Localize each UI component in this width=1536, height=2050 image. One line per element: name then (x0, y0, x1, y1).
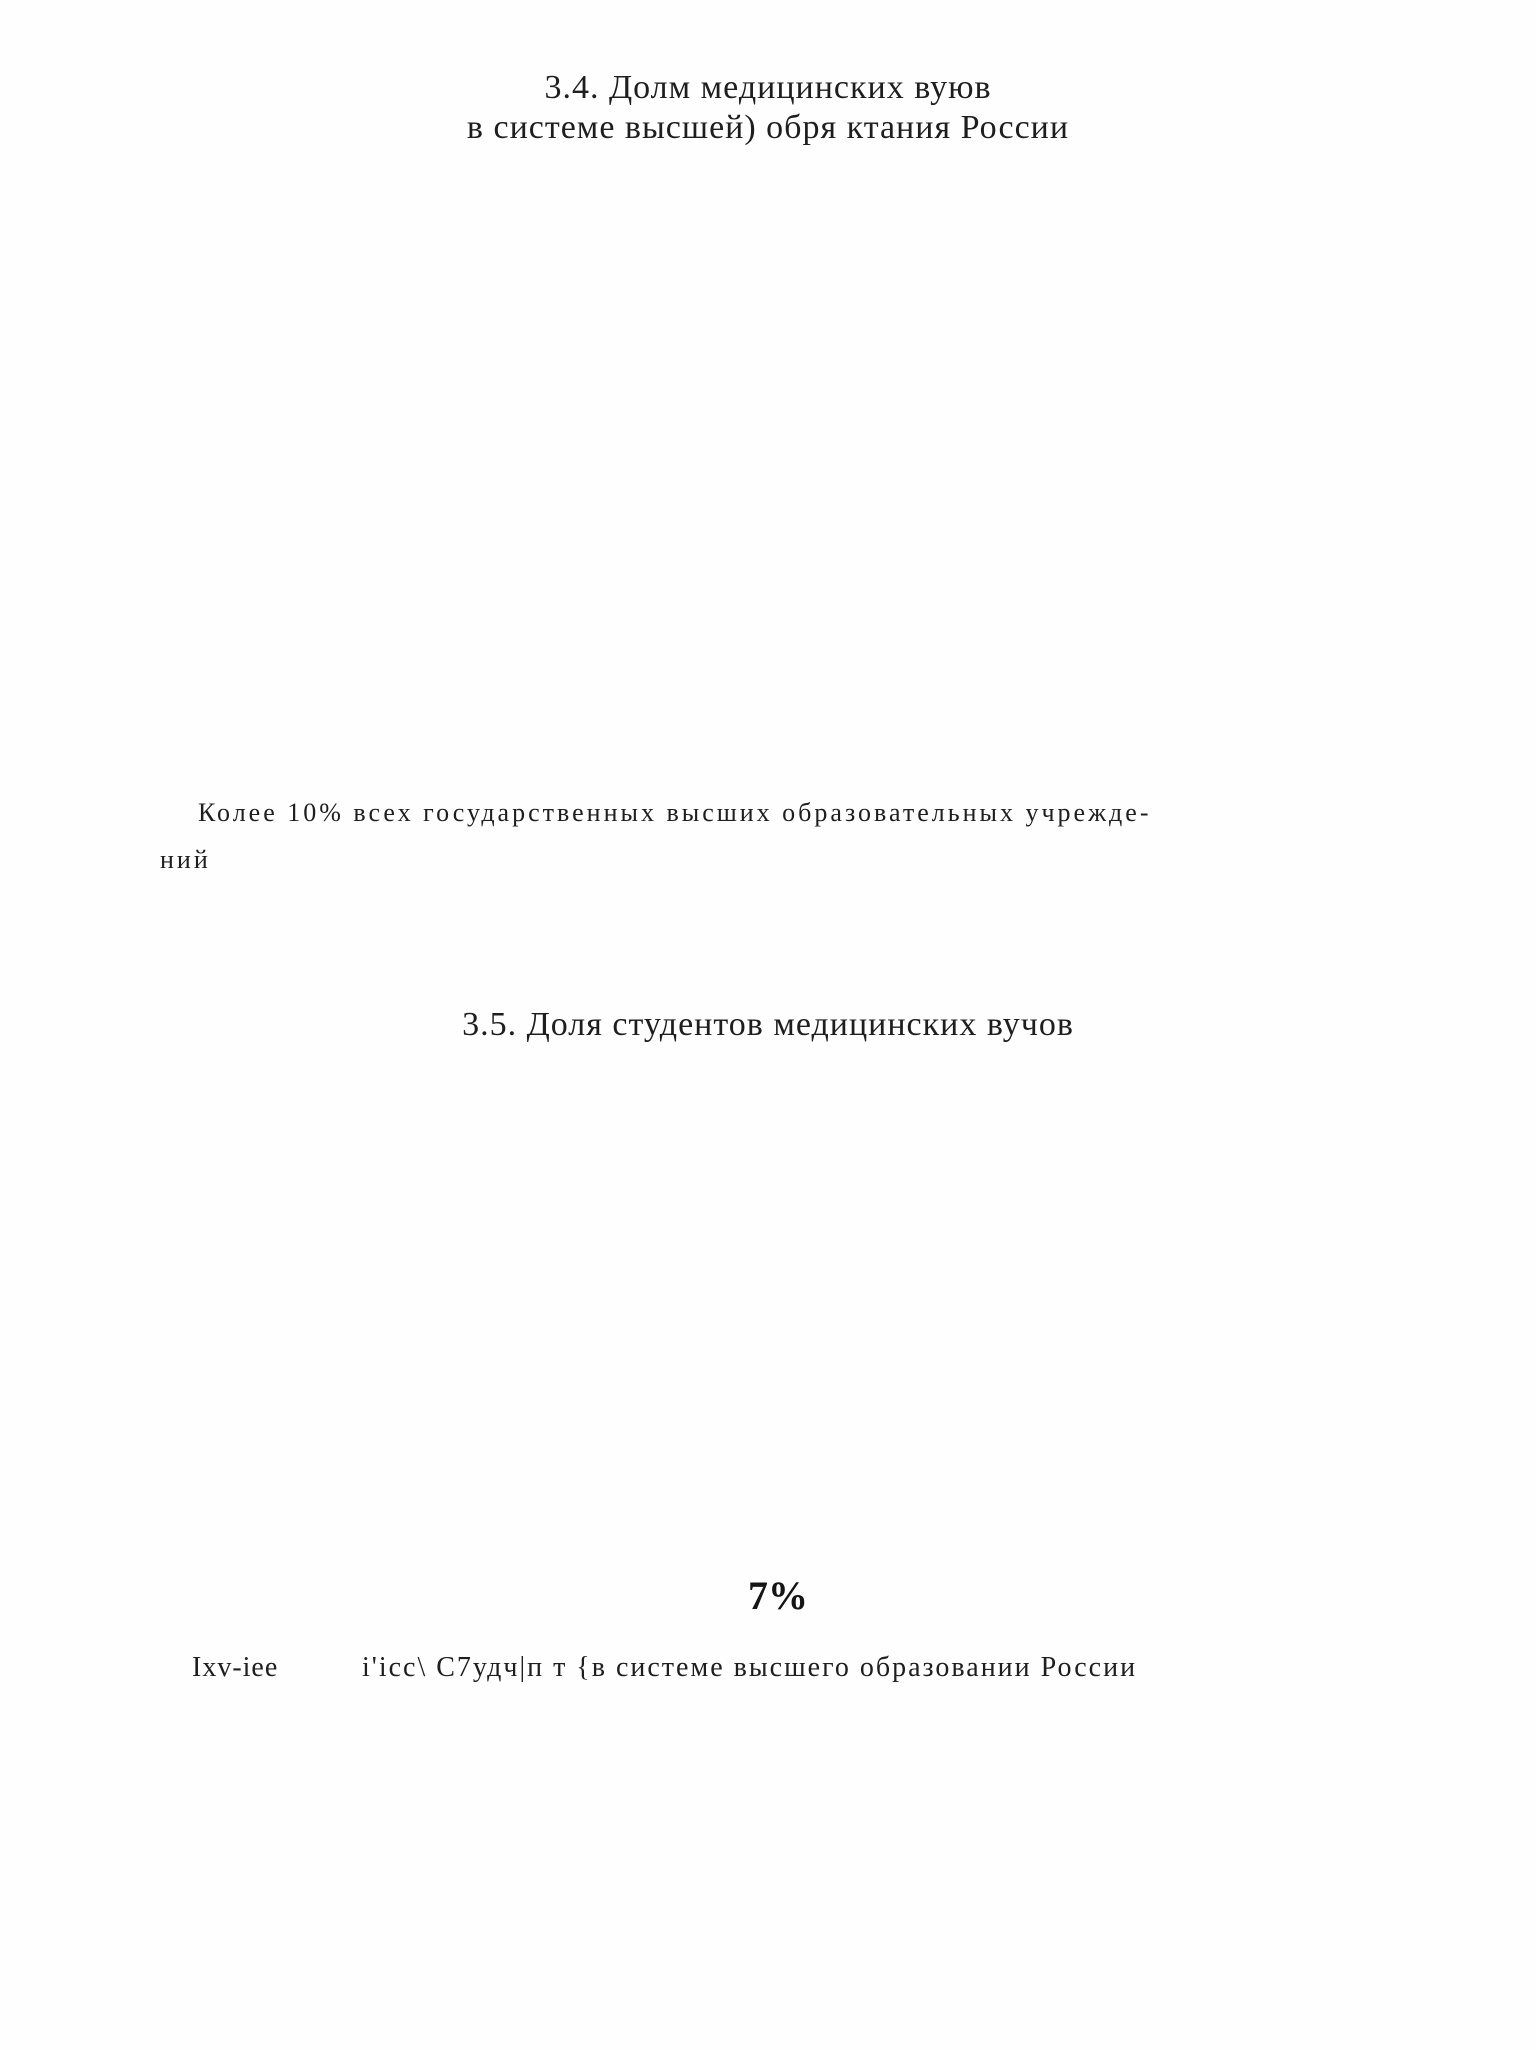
section-3-5-title: 3.5. Доля студентов медицинских вучов (462, 1006, 1074, 1043)
section-3-4-caption-line2: ний (160, 845, 211, 874)
section-3-4-title-line2: в системе высшей) обря ктания России (466, 109, 1070, 146)
section-3-5-heading (0, 1005, 1536, 1045)
section-3-5-caption-part2: i'icc\ C7удч|п т {в системе высшего образовании России (362, 1652, 1138, 1683)
section-3-5-caption-part1: Ixv-iee (192, 1652, 279, 1683)
section-3-4-title-line1: 3.4. Долм медицинских вуюв (544, 69, 992, 106)
section-3-4-heading (0, 68, 1536, 148)
section-3-4-caption-line1: Колее 10% всех государственных высших образовательных учрежде- (198, 798, 1152, 827)
section-3-5-value-label: 7% (748, 1573, 808, 1618)
